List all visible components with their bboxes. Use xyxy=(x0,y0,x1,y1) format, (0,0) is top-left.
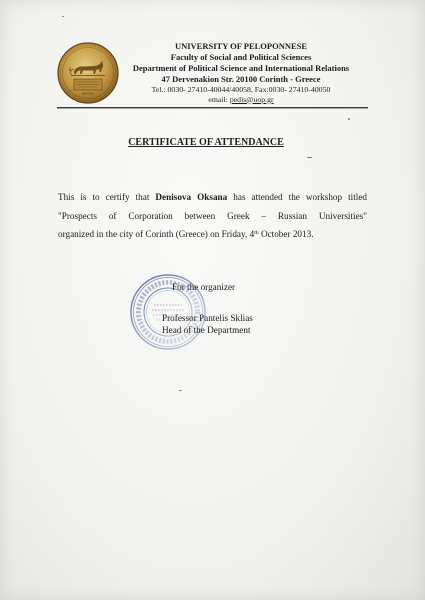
university-name: UNIVERSITY OF PELOPONNESE xyxy=(174,41,308,51)
scan-speck xyxy=(307,157,312,158)
signatory-position: Head of the Department xyxy=(162,325,251,335)
intro-suffix-text: has attended the workshop titled xyxy=(227,192,367,202)
signature-role: For the organizer xyxy=(172,282,236,292)
email-address: pedis@uop.gr xyxy=(229,94,274,104)
workshop-title: "Prospects of Corporation between Greek – Russian Universities" xyxy=(58,210,367,221)
date-ordinal: th xyxy=(254,230,259,237)
certificate-body xyxy=(58,188,367,244)
header-divider xyxy=(57,107,368,108)
contact-numbers: Tel.: 0030- 27410-40044/40058, Fax:0030- 27410-40050 xyxy=(151,85,331,94)
email-label: email: xyxy=(208,94,230,104)
scan-speck xyxy=(348,118,350,120)
letterhead xyxy=(115,41,367,104)
scan-speck xyxy=(179,390,182,391)
scan-speck xyxy=(62,16,64,17)
date-prefix-text: organized in the city of Corinth (Greece) on Friday, 4 xyxy=(58,229,255,239)
recipient-name: Denisova Oksana xyxy=(155,192,228,202)
department-name: Department of Political Science and International Relations xyxy=(132,63,350,73)
faculty-name: Faculty of Social and Political Sciences xyxy=(170,52,312,62)
certificate-title: CERTIFICATE OF ATTENDANCE xyxy=(128,137,284,148)
intro-text: This is to certify that xyxy=(58,192,156,202)
email-line xyxy=(115,95,367,105)
body-line-3 xyxy=(58,225,367,244)
address: 47 Dervenakion Str. 20100 Corinth - Greece xyxy=(161,74,321,84)
date-suffix-text: October 2013. xyxy=(258,229,314,239)
university-seal-icon xyxy=(57,42,119,104)
signatory-name: Professor Pantelis Sklias xyxy=(162,313,253,323)
body-line-1 xyxy=(58,188,367,207)
